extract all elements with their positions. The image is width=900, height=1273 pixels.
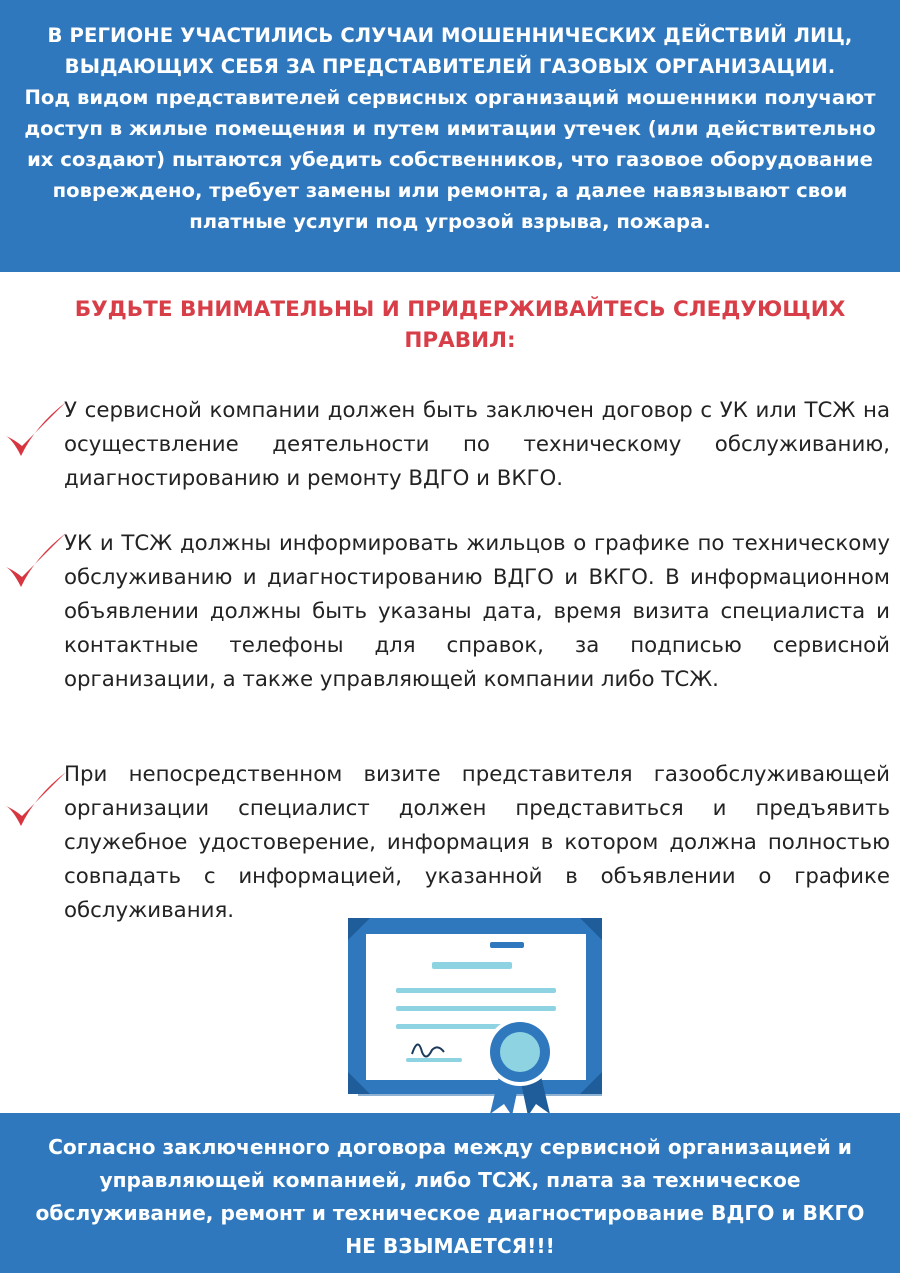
- top-banner: [0, 0, 900, 272]
- bottom-banner: Согласно заключенного договора между сервисной организацией и управляющей компанией, либо ТСЖ, плата за техническое обслуживание, ремонт и техническое диагностирование ВДГО и ВКГО НЕ ВЗЫМАЕТСЯ!!!: [0, 1113, 900, 1273]
- certificate-icon: [340, 912, 610, 1122]
- check-icon: [0, 766, 72, 838]
- check-icon: [0, 527, 72, 599]
- check-icon: [0, 396, 72, 468]
- alert-body: Под видом представителей сервисных организаций мошенники получают доступ в жилые помещения и путем имитации утечек (или действительно их создают) пытаются убедить собственников, что газовое оборудование повреждено, требует замены или ремонта, а далее навязывают свои платные услуги под угрозой взрыва, пожара.: [24, 86, 876, 233]
- rule-text: У сервисной компании должен быть заключен договор с УК или ТСЖ на осуществление деятельности по техническому обслуживанию, диагностированию и ремонту ВДГО и ВКГО.: [64, 398, 890, 491]
- rule-text: УК и ТСЖ должны информировать жильцов о графике по техническому обслуживанию и диагностированию ВДГО и ВКГО. В информационном объявлении должны быть указаны дата, время визита специалиста и контактные телефоны для справок, за подписью сервисной организации, а также управляющей компании либо ТСЖ.: [64, 531, 890, 692]
- alert-headline: В РЕГИОНЕ УЧАСТИЛИСЬ СЛУЧАИ МОШЕННИЧЕСКИХ ДЕЙСТВИЙ ЛИЦ, ВЫДАЮЩИХ СЕБЯ ЗА ПРЕДСТАВИТЕЛЕЙ ГАЗОВЫХ ОРГАНИЗАЦИИ.: [47, 24, 853, 78]
- rule-text: При непосредственном визите представителя газообслуживающей организации специалист должен представиться и предъявить служебное удостоверение, информация в котором должна полностью совпадать с информацией, указанной в объявлении о графике обслуживания.: [64, 762, 890, 923]
- rules-title: БУДЬТЕ ВНИМАТЕЛЬНЫ И ПРИДЕРЖИВАЙТЕСЬ СЛЕДУЮЩИХ ПРАВИЛ:: [74, 297, 846, 353]
